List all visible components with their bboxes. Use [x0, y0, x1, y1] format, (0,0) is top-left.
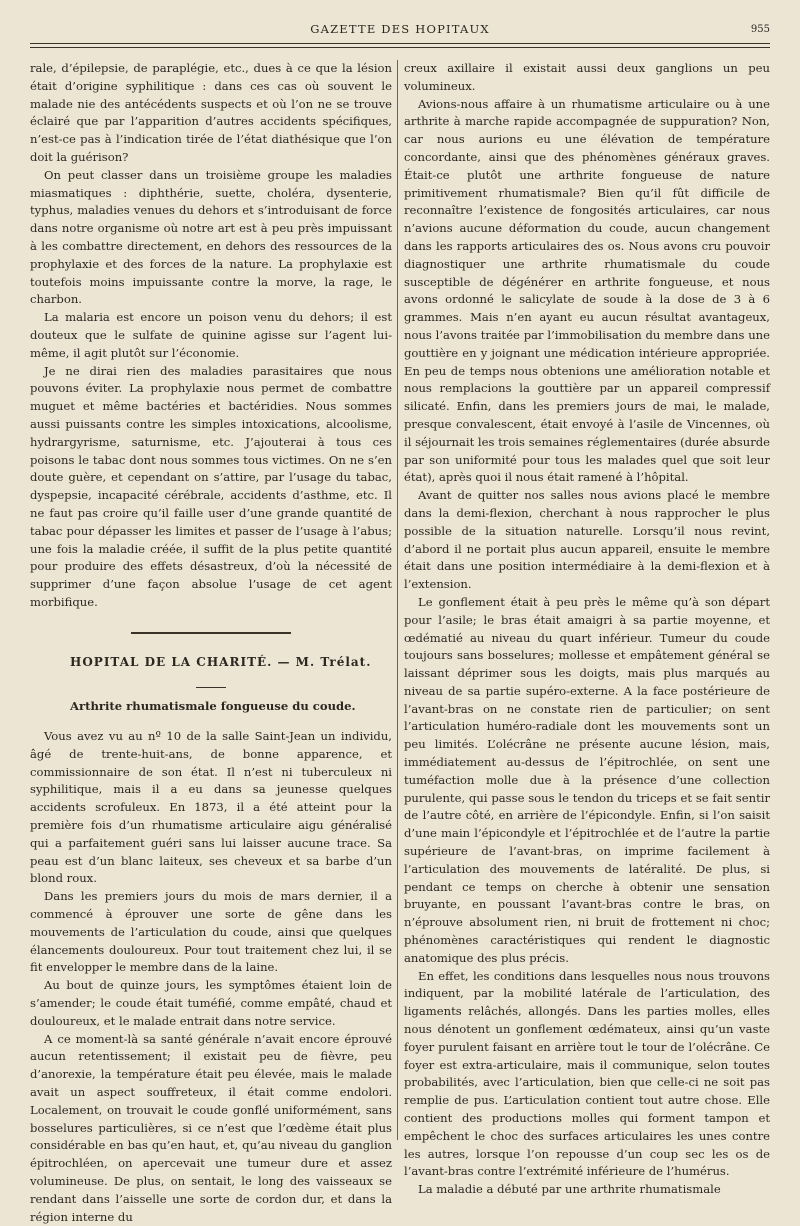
paragraph: La malaria est encore un poison venu du dehors; il est douteux que le sulfate de quinine agisse sur l’agent lui-même, il agit plutôt sur l’économie.: [30, 310, 392, 360]
running-head: GAZETTE DES HOPITAUX: [310, 22, 490, 36]
paragraph: On peut classer dans un troisième groupe les maladies miasmatiques : diphthérie, suette, choléra, dysenterie, typhus, maladies venues du dehors et s’introduisant de force dans notre organisme où notre art est à peu près impuissant à les combattre directement, en dehors des ressources de la prophylaxie et des forces de la nature. La prophylaxie est toutefois moins impuissante contre la morve, la rage, le charbon.: [30, 167, 392, 307]
paragraph: A ce moment-là sa santé générale n’avait encore éprouvé aucun retentissement; il existait peu de fièvre, peu d’anorexie, la température était peu élevée, mais le malade avait un aspect souffreteux, il était comme endolori. Localement, on trouvait le coude gonflé uniformément, sans bosselures particulières, si ce n’est que l’œdème était plus considérable en bas qu’en haut, et, qu’au niveau du ganglion épitrochléen, on apercevait une tumeur dure et assez volumineuse. De plus, on sentait, le long des vaisseaux se rendant dans l’aisselle une sorte de cordon dur, et dans la région interne du: [30, 1031, 392, 1224]
left-column: [30, 60, 392, 1224]
header-rule-thick: [30, 43, 770, 44]
subsection-title: Arthrite rhumatismale fongueuse du coude.: [70, 699, 356, 714]
paragraph: Je ne dirai rien des maladies parasitaires que nous pouvons éviter. La prophylaxie nous permet de combattre muguet et même bactéries et bactéridies. Nous sommes aussi puissants contre les simples intoxications, alcoolisme, hydrargyrisme, saturnisme, etc. J’ajouterai à tous ces poisons le tabac dont nous sommes tous victimes. On ne s’en doute guère, et cependant on s’attire, par l’usage du tabac, dyspepsie, incapacité cérébrale, accidents d’asthme, etc. Il ne faut pas croire qu’il faille user d’une grande quantité de tabac pour dépasser les limites et passer de l’usage à l’abus; une fois la maladie créée, il suffit de la plus petite quantité pour produire des effets désastreux, d’où la nécessité de supprimer d’une façon absolue l’usage de cet agent morbifique.: [30, 363, 392, 609]
paragraph: creux axillaire il existait aussi deux ganglions un peu volumineux.: [404, 61, 770, 93]
section-separator: [30, 622, 392, 640]
page-header: [30, 18, 770, 38]
paragraph: rale, d’épilepsie, de paraplégie, etc., dues à ce que la lésion était d’origine syphilitique : dans ces cas où souvent le malade nie des antécédents suspects et où l’on ne se trouve éclairé que par l’apparition d’autres accidents spécifiques, n’est-ce pas à l’indication tirée de l’état diathésique que l’on doit la guérison?: [30, 61, 392, 164]
paragraph: En effet, les conditions dans lesquelles nous nous trouvons indiquent, par la mobilité latérale de l’articulation, des ligaments relâchés, allongés. Dans les parties molles, elles nous dénotent un gonflement œdémateux, ainsi qu’un vaste foyer purulent faisant en arrière tout le tour de l’olécrâne. Ce foyer est extra-articulaire, mais il communique, selon toutes probabilités, avec l’articulation, bien que celle-ci ne soit pas remplie de pus. L’articulation contient tout autre chose. Elle contient des productions molles qui forment tampon et empêchent le choc des surfaces articulaires les unes contre les autres, lorsque l’on repousse d’un coup sec les os de l’avant-bras contre l’extrémité inférieure de l’humérus.: [404, 968, 770, 1179]
paragraph: Au bout de quinze jours, les symptômes étaient loin de s’amender; le coude était tuméfié, comme empâté, chaud et douloureux, et le malade entrait dans notre service.: [30, 978, 392, 1028]
paragraph: Avant de quitter nos salles nous avions placé le membre dans la demi-flexion, cherchant à nous rapprocher le plus possible de la situation naturelle. Lorsqu’il nous revint, d’abord il ne portait plus aucun appareil, ensuite le membre était dans une position intermédiaire à la demi-flexion et à l’extension.: [404, 488, 770, 592]
paragraph: La maladie a débuté par une arthrite rhumatismale: [418, 1182, 721, 1197]
right-column: [404, 60, 771, 1197]
paragraph: Le gonflement était à peu près le même qu’à son départ pour l’asile; le bras était amaigri à sa partie moyenne, et œdématié au niveau du quart inférieur. Tumeur du coude toujours sans bosselures; mollesse et empâtement général se laissant déprimer sous les doigts, mais plus marqués au niveau de sa partie supéro-externe. A la face postérieure de l’avant-bras on ne constate rien de particulier; on sent l’articulation huméro-radiale dont les mouvements sont un peu limités. L’olécrâne ne présente aucune lésion, mais, immédiatement au-dessus de l’épitrochlée, on sent une tuméfaction molle due à la présence d’une collection purulente, qui passe sous le tendon du triceps et se fait sentir de l’autre côté, en arrière de l’épicondyle. Enfin, si l’on saisit d’une main l’épicondyle et l’épitrochlée et de l’autre la partie supérieure de l’avant-bras, on imprime facilement à l’articulation des mouvements de latéralité. De plus, si pendant ce temps on cherche à obtenir une sensation bruyante, en poussant l’avant-bras contre le bras, on n’éprouve absolument rien, ni bruit de frottement ni choc; phénomènes caractéristiques qui rendent le diagnostic anatomique des plus précis.: [404, 594, 770, 965]
short-rule: [196, 687, 226, 688]
section-title: HOPITAL DE LA CHARITÉ. — M. Trélat.: [70, 654, 372, 669]
paragraph: Dans les premiers jours du mois de mars dernier, il a commencé à éprouver une sorte de gêne dans les mouvements de l’articulation du coude, ainsi que quelques élancements douloureux. Pour tout traitement chez lui, il se fit envelopper le membre dans de la laine.: [30, 889, 392, 975]
paragraph: Avions-nous affaire à un rhumatisme articulaire ou à une arthrite à marche rapide accompagnée de suppuration? Non, car nous aurions eu une élévation de température concordante, ainsi que des phénomènes généraux graves. Était-ce plutôt une arthrite fongueuse de nature primitivement rhumatismale? Bien qu’il fût difficile de reconnaître l’existence de fongosités articulaires, car nous n’avions aucune déformation du coude, aucun changement dans les rapports articulaires des os. Nous avons cru pouvoir diagnostiquer une arthrite rhumatismale du coude susceptible de dégénérer en arthrite fongueuse, et nous avons ordonné le salicylate de soude à la dose de 3 à 6 grammes. Mais n’en ayant eu aucun résultat avantageux, nous l’avons traitée par l’immobilisation du membre dans une gouttière en y joignant une médication intérieure appropriée. En peu de temps nous obtenions une amélioration notable et nous remplacions la gouttière par un appareil compressif silicaté. Enfin, dans les premiers jours de mai, le malade, presque convalescent, était envoyé à l’asile de Vincennes, où il séjournait les trois semaines réglementaires (durée absurde par son uniformité pour tous les malades quel que soit leur état), après quoi il nous était ramené à l’hôpital.: [404, 96, 771, 485]
paragraph: Vous avez vu au nº 10 de la salle Saint-Jean un individu, âgé de trente-huit-ans, de bonne apparence, et commissionnaire de son état. Il n’est ni tuberculeux ni syphilitique, mais il a eu dans sa jeunesse quelques accidents scrofuleux. En 1873, il a été atteint pour la première fois d’un rhumatisme articulaire aigu généralisé qui a parfaitement guéri sans lui laisser aucune trace. Sa peau est d’un blanc laiteux, ses cheveux et sa barbe d’un blond roux.: [30, 729, 392, 886]
header-rule-thin: [30, 47, 770, 48]
page-number: 955: [750, 24, 770, 35]
column-divider: [397, 60, 398, 1140]
